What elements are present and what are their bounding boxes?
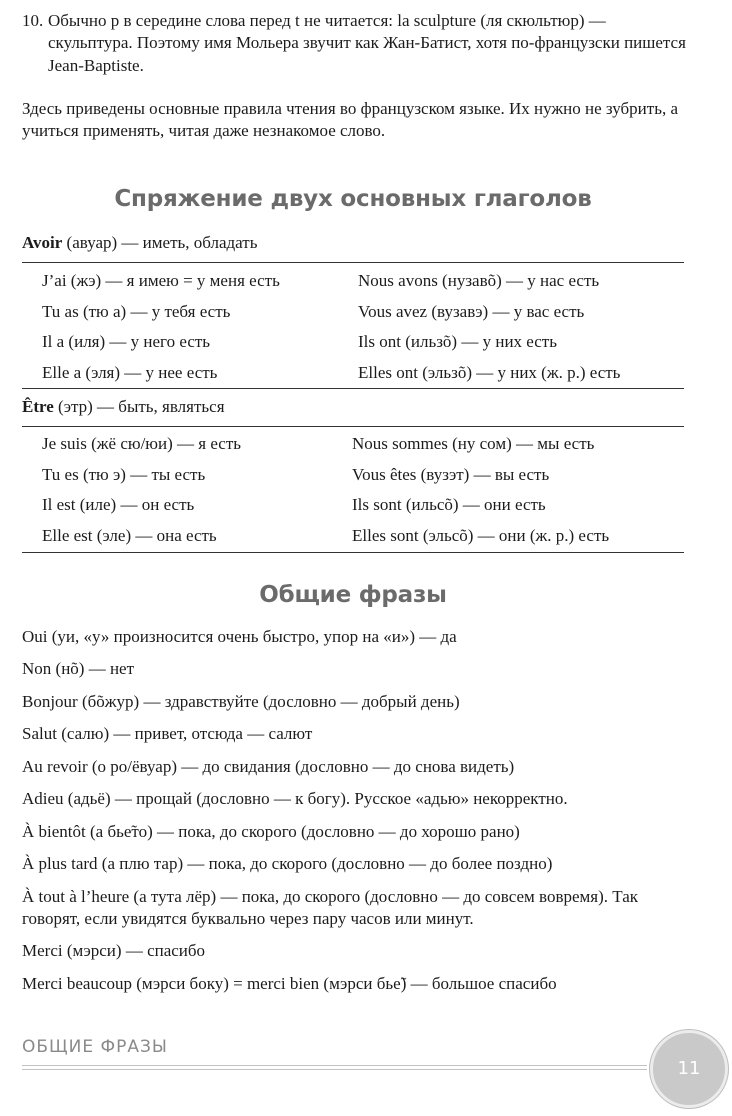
table-row: [30, 301, 680, 332]
list-item: À bientôt (а бье̃то) — пока, до скорого (дословно — до хорошо рано): [22, 821, 520, 841]
etre-heading: [22, 396, 225, 418]
list-item: À plus tard (а плю тар) — пока, до скорого (дословно — до более поздно): [22, 854, 553, 874]
list-item: Salut (салю) — привет, отсюда — салют: [22, 724, 313, 744]
conjugation-heading: Спряжение двух основных глаголов: [114, 186, 592, 212]
phrases-heading: Общие фразы: [259, 582, 447, 608]
singular-form: Elle est (эле) — она есть: [42, 525, 217, 545]
plural-form: Nous sommes (ну сом) — мы есть: [352, 434, 595, 453]
table-row: [30, 464, 680, 495]
list-item: Merci beaucoup (мэрси боку) = merci bien (мэрси бье̃) — большое спасибо: [22, 973, 557, 993]
singular-form: J’ai (жэ) — я имею = у меня есть: [42, 271, 280, 290]
singular-form: Tu es (тю э) — ты есть: [42, 464, 206, 484]
item-number: 10.: [22, 11, 44, 30]
plural-form: Nous avons (нузавõ) — у нас есть: [358, 271, 600, 290]
plural-form: Ils ont (ильзõ) — у них есть: [358, 332, 557, 351]
list-item: À tout à l’heure (а тута лёр) — пока, до скорого (дословно — до совсем вовремя). Так говорят, если увидятся буквально через пару часов или минут.: [22, 886, 639, 928]
plural-form: Ils sont (ильсõ) — они есть: [352, 495, 546, 514]
plural-form: Vous avez (вузавэ) — у вас есть: [358, 301, 585, 321]
etre-table: [30, 433, 680, 555]
avoir-meaning: (авуар) — иметь, обладать: [66, 233, 258, 252]
page-number-badge: 11: [650, 1030, 728, 1108]
footer-divider: [22, 1065, 647, 1066]
plural-form: Vous êtes (вузэт) — вы есть: [352, 464, 550, 484]
running-footer-title: ОБЩИЕ ФРАЗЫ: [22, 1037, 168, 1057]
divider: [22, 388, 684, 389]
etre-meaning: (этр) — быть, являться: [58, 397, 225, 416]
item-text: Обычно p в середине слова перед t не читается: la sculpture (ля скюльтюр) — скульптура. Поэтому имя Мольера звучит как Жан-Батист, хотя по-французски пишется Jean-Baptiste.: [48, 11, 686, 75]
table-row: [30, 494, 680, 525]
table-row: [30, 331, 680, 362]
list-item: Oui (уи, «у» произносится очень быстро, упор на «и») — да: [22, 627, 457, 646]
avoir-heading: [22, 232, 257, 254]
avoir-table: [30, 270, 680, 392]
singular-form: Tu as (тю а) — у тебя есть: [42, 301, 231, 321]
singular-form: Elle a (эля) — у нее есть: [42, 362, 218, 382]
list-item: Bonjour (бõжур) — здравствуйте (дословно — добрый день): [22, 691, 460, 711]
table-row: [30, 433, 680, 464]
divider: [22, 552, 684, 553]
singular-form: Je suis (жё сю/юи) — я есть: [42, 434, 242, 453]
singular-form: Il a (иля) — у него есть: [42, 332, 211, 351]
divider: [22, 426, 684, 427]
intro-paragraph: Здесь приведены основные правила чтения во французском языке. Их нужно не зубрить, а учиться применять, читая даже незнакомое слово.: [22, 99, 679, 141]
table-row: [30, 525, 680, 556]
rule-item-10: [22, 10, 694, 77]
table-row: [30, 270, 680, 301]
list-item: Non (нõ) — нет: [22, 659, 135, 679]
plural-form: Elles ont (эльзõ) — у них (ж. р.) есть: [358, 362, 621, 382]
phrases-list: [22, 626, 692, 1005]
divider: [22, 262, 684, 263]
list-item: Adieu (адьё) — прощай (дословно — к богу). Русское «адью» некорректно.: [22, 789, 568, 809]
singular-form: Il est (иле) — он есть: [42, 495, 195, 514]
list-item: Au revoir (о ро/ёвуар) — до свидания (дословно — до снова видеть): [22, 756, 515, 776]
avoir-verb: Avoir: [22, 233, 63, 252]
plural-form: Elles sont (эльсõ) — они (ж. р.) есть: [352, 525, 610, 545]
list-item: Merci (мэрси) — спасибо: [22, 941, 206, 961]
etre-verb: Être: [22, 397, 54, 416]
footer-divider: [22, 1069, 647, 1070]
